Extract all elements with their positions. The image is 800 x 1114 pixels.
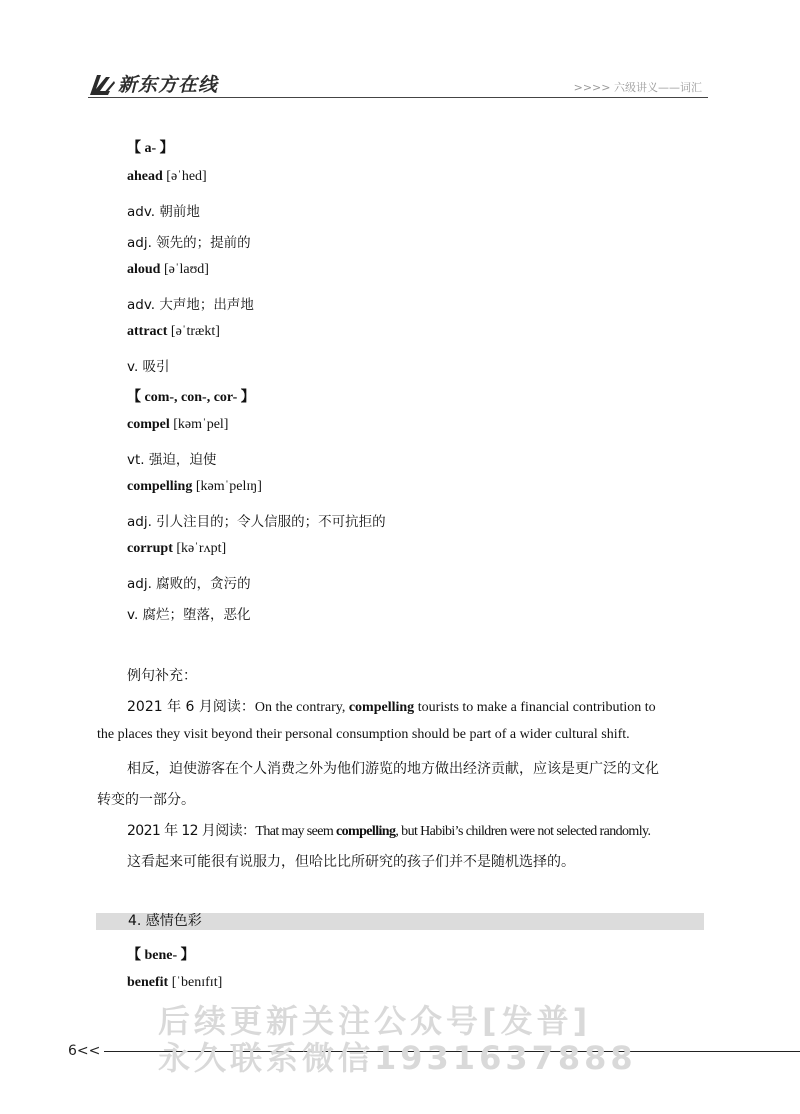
example-source: 2021 年 6 月阅读： — [127, 699, 255, 715]
prefix-heading: 【 bene- 】 — [127, 948, 195, 963]
watermark-line-1: 后续更新关注公众号[发普] — [158, 1002, 592, 1040]
phonetic: [kəmˈpel] — [173, 417, 229, 432]
example-text: On the contrary, — [254, 700, 349, 715]
new-oriental-logo-icon — [88, 71, 116, 97]
definition: vt. 强迫，迫使 — [127, 452, 217, 468]
definition: adv. 大声地；出声地 — [127, 297, 254, 313]
watermark-line-2: 永久联系微信1931637888 — [158, 1039, 637, 1077]
definition: adv. 朝前地 — [127, 204, 200, 220]
word-entry — [127, 975, 222, 991]
example-1-translation: 相反，迫使游客在个人消费之外为他们游览的地方做出经济贡献，应该是更广泛的文化 — [127, 761, 659, 777]
example-source: 2021 年 12 月阅读： — [127, 823, 256, 839]
phonetic: [ˈbenɪfɪt] — [171, 975, 223, 990]
word: compel — [127, 417, 170, 432]
word: aloud — [127, 262, 161, 277]
prefix-heading: 【 com-, con-, cor- 】 — [127, 390, 255, 405]
highlight-word: compelling — [336, 824, 396, 839]
definition: adj. 腐败的，贪污的 — [127, 576, 251, 592]
page-number: 6<< — [68, 1043, 101, 1059]
definition: adj. 引人注目的；令人信服的；不可抗拒的 — [127, 514, 386, 530]
word: corrupt — [127, 541, 173, 556]
section-title: 4. 感情色彩 — [128, 913, 202, 929]
word: benefit — [127, 975, 169, 990]
word-entry — [127, 324, 220, 340]
phonetic: [əˈtrækt] — [170, 324, 220, 339]
brand-logo — [88, 70, 218, 97]
word-entry — [127, 262, 209, 278]
definition: v. 腐烂；堕落，恶化 — [127, 607, 251, 623]
word: compelling — [127, 479, 193, 494]
examples-heading: 例句补充： — [127, 668, 197, 684]
word-entry — [127, 479, 262, 495]
word-entry — [127, 541, 226, 557]
logo-text: 新东方在线 — [118, 74, 219, 96]
example-2-translation: 这看起来可能很有说服力，但哈比比所研究的孩子们并不是随机选择的。 — [127, 854, 575, 870]
example-1-line-1 — [127, 696, 656, 716]
example-text: tourists to make a financial contribution to — [414, 700, 656, 715]
header-breadcrumb: >>>> 六级讲义——词汇 — [573, 81, 702, 94]
example-text: , but Habibi’s children were not selected randomly. — [395, 824, 651, 839]
prefix-heading: 【 a- 】 — [127, 141, 174, 156]
example-1-translation-cont: 转变的一部分。 — [97, 792, 195, 808]
phonetic: [əˈhed] — [166, 169, 207, 184]
definition: v. 吸引 — [127, 359, 170, 375]
definition: adj. 领先的；提前的 — [127, 235, 251, 251]
word: attract — [127, 324, 168, 339]
example-2-line — [127, 820, 650, 840]
highlight-word: compelling — [348, 700, 415, 715]
word: ahead — [127, 169, 163, 184]
word-entry — [127, 417, 228, 433]
word-entry — [127, 169, 207, 185]
phonetic: [kəˈrʌpt] — [176, 541, 227, 556]
example-text: That may seem — [255, 824, 337, 839]
page-header — [88, 64, 708, 100]
example-1-line-2: the places they visit beyond their personal consumption should be part of a wider cultural shift. — [97, 727, 630, 742]
phonetic: [kəmˈpelɪŋ] — [195, 479, 262, 494]
phonetic: [əˈlaʊd] — [163, 262, 209, 277]
header-divider — [88, 97, 708, 98]
